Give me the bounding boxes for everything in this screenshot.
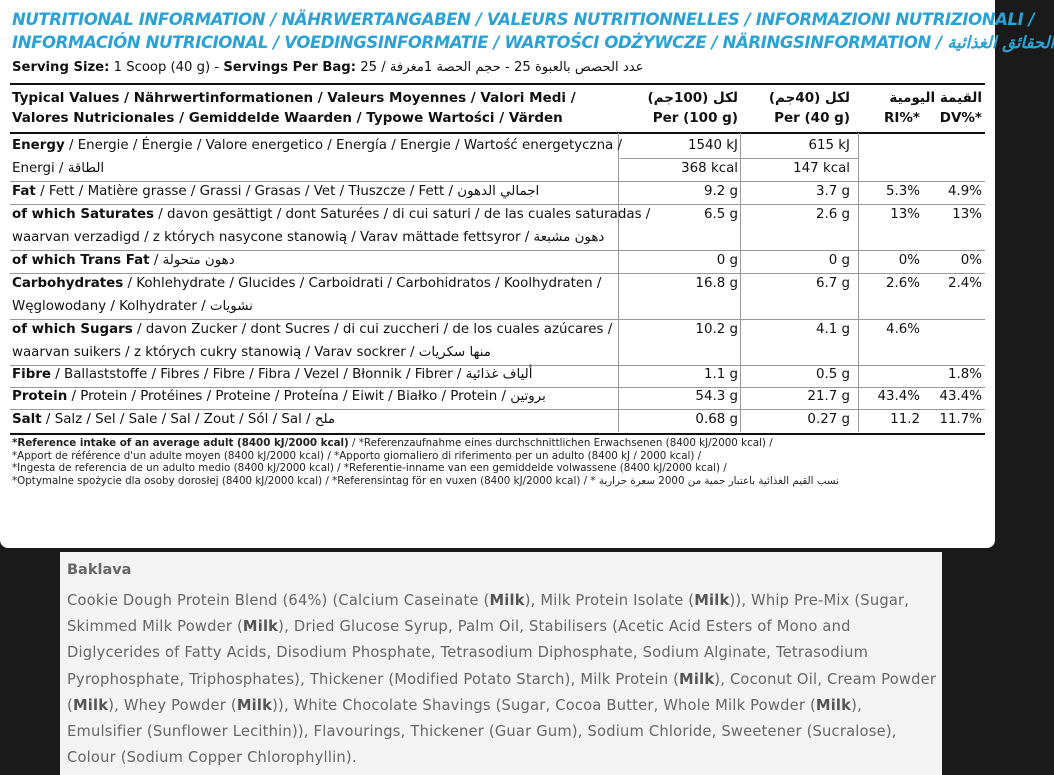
allergen-milk: Milk [694, 592, 730, 609]
row-energy-mid-rule [620, 158, 858, 159]
footnote-line-1: *Reference intake of an average adult (8400 kJ/2000 kcal) / *Referenzaufnahme eines durchschnittlichen Erwachsenen (8400 kJ/2000 kcal) / [12, 437, 773, 449]
row-fat-dv: 4.9% [947, 184, 982, 199]
typical-values-header-1: Typical Values / Nährwertinformationen / Valeurs Moyennes / Valori Medi / [12, 90, 576, 106]
row-carbs-100: 16.8 g [695, 276, 738, 291]
servings-per-bag-value: 25 / عدد الحصص بالعبوة 25 - حجم الحصة 1مغرفة [360, 60, 644, 75]
row-carbs-desc-1: Carbohydrates / Kohlehydrate / Glucides / Carboidrati / Carbohidratos / Koolhydraten / [12, 276, 602, 291]
row-sugars-100: 10.2 g [695, 322, 738, 337]
serving-separator: - [210, 60, 224, 75]
row-sugars-desc-2: waarvan suikers / z których cukry stanowią / Varav sockrer / منها سكريات [12, 345, 491, 360]
row-trans-40: 0 g [828, 253, 850, 268]
row-fat-100: 9.2 g [703, 184, 738, 199]
flavour-title: Baklava [67, 562, 132, 578]
allergen-milk: Milk [815, 696, 852, 714]
row-carbs-ri: 2.6% [885, 276, 920, 291]
allergen-milk: Milk [679, 670, 715, 688]
heading-line-2: INFORMACIÓN NUTRICIONAL / VOEDINGSINFORMATIE / WARTOŚCI ODŻYWCZE / NÄRINGSINFORMATION / الحقائق الغذائية [12, 33, 1054, 52]
row-fibre-100: 1.1 g [703, 367, 738, 382]
row-trans-desc: of which Trans Fat / دهون متحولة [12, 253, 235, 268]
row-carbs-desc-2: Węglowodany / Kolhydrater / نشويات [12, 299, 253, 314]
servings-per-bag-label: Servings Per Bag: [223, 60, 357, 75]
row-fat-desc: Fat / Fett / Matière grasse / Grassi / Grasas / Vet / Tłuszcze / Fett / اجمالي الدهون [12, 184, 540, 199]
row-saturates-desc-2: waarvan verzadigd / z których nasycone stanowią / Varav mättade fettsyror / دهون مشبعة [12, 230, 605, 245]
row-energy-kj-100: 1540 kJ [687, 138, 738, 153]
row-sugars-ri: 4.6% [885, 322, 920, 337]
table-bottom-rule [10, 433, 985, 435]
row-energy-kj-40: 615 kJ [808, 138, 850, 153]
row-sugars-desc-1: of which Sugars / davon Zucker / dont Sucres / di cui zuccheri / de los cuales azúcares / [12, 322, 613, 337]
ingredients-panel [60, 552, 942, 775]
nutrition-heading [12, 8, 1054, 54]
serving-size-label: Serving Size: [12, 60, 110, 75]
row-fibre-dv: 1.8% [947, 367, 982, 382]
header-bottom-rule [10, 132, 985, 134]
row-fat-ri: 5.3% [885, 184, 920, 199]
row-protein-dv: 43.4% [939, 389, 982, 404]
row-energy-kcal-40: 147 kcal [793, 161, 850, 176]
footnote-line-3: *Ingesta de referencia de un adulto medio (8400 kJ/2000 kcal) / *Referentie-inname van een gemiddelde volwassene (8400 kJ/2000 kcal) / [12, 462, 727, 475]
allergen-milk: Milk [242, 618, 279, 636]
row-salt-ri: 11.2 [890, 412, 920, 427]
per-40g-header-ar: لكل (40جم) [768, 90, 850, 106]
row-energy-desc-2: Energi / الطاقة [12, 161, 105, 176]
footnote-line-4: *Optymalne spożycie dla osoby dorosłej (8400 kJ/2000 kcal) / *Referensintag för en vuxen (8400 kJ/2000 kcal) / * نسب القيم الغذائية باعتبار حمية من 2000 سعرة حرارية [12, 474, 839, 487]
allergen-milk: Milk [72, 696, 109, 714]
table-top-rule [10, 83, 985, 85]
row-energy-desc-1: Energy / Energie / Énergie / Valore energetico / Energía / Energie / Wartość energetyczna / [12, 138, 623, 153]
dv-header: DV%* [939, 110, 982, 126]
serving-size-value: 1 Scoop (40 g) [113, 60, 211, 75]
row-saturates-100: 6.5 g [703, 207, 738, 222]
ingredients-text: Cookie Dough Protein Blend (64%) (Calcium Caseinate (Milk), Milk Protein Isolate (Milk)), Whip Pre-Mix (Sugar, Skimmed Milk Powder (Milk), Dried Glucose Syrup, Palm Oil, Stabilisers (Acetic Acid Esters of Mono and Diglycerides of Fatty Acids, Disodium Phosphate, Tetrasodium Diphosphate, Sodium Alginate, Tetrasodium Pyrophosphate, Triphosphates), Thickener (Modified Potato Starch), Milk Protein (Milk), Coconut Oil, Cream Powder (Milk), Whey Powder (Milk)), White Chocolate Shavings (Sugar, Cocoa Butter, Whole Milk Powder (Milk), Emulsifier (Sunflower Lecithin)), Flavourings, Thickener (Guar Gum), Sodium Chloride, Sweetener (Sucralose), Colour (Sodium Copper Chlorophyllin). [67, 592, 937, 767]
per-100g-header-ar: لكل (100جم) [647, 90, 738, 106]
allergen-milk: Milk [236, 696, 273, 714]
row-salt-100: 0.68 g [695, 412, 738, 427]
row-salt-40: 0.27 g [807, 412, 850, 427]
footnote-line-2: *Apport de référence d'un adulte moyen (8400 kJ/2000 kcal) / *Apporto giornaliero di riferimento per un adulto (8400 kJ / 2000 kcal) / [12, 449, 702, 462]
row-protein-100: 54.3 g [695, 389, 738, 404]
row-fibre-desc: Fibre / Ballaststoffe / Fibres / Fibre / Fibra / Vezel / Błonnik / Fibrer / ألياف غذائية [12, 367, 533, 382]
row-saturates-desc-1: of which Saturates / davon gesättigt / dont Saturées / di cui saturi / de las cuales saturadas / [12, 207, 651, 222]
per-100g-header: Per (100 g) [652, 110, 738, 126]
row-salt-desc: Salt / Salz / Sel / Sale / Sal / Zout / Sól / Sal / ملح [12, 412, 336, 427]
row-fibre-40: 0.5 g [815, 367, 850, 382]
row-saturates-dv: 13% [952, 207, 982, 222]
row-trans-ri: 0% [898, 253, 920, 268]
reference-footnotes [12, 437, 987, 487]
row-salt-dv: 11.7% [939, 412, 982, 427]
row-protein-desc: Protein / Protein / Protéines / Proteine / Proteína / Eiwit / Białko / Protein / بروتين [12, 389, 546, 404]
row-fat-40: 3.7 g [815, 184, 850, 199]
row-carbs-40: 6.7 g [815, 276, 850, 291]
row-protein-40: 21.7 g [807, 389, 850, 404]
row-trans-dv: 0% [960, 253, 982, 268]
ri-header: RI%* [883, 110, 920, 126]
daily-value-header-ar: القيمة اليومية [889, 90, 982, 106]
typical-values-header-2: Valores Nutricionales / Gemiddelde Waarden / Typowe Wartości / Värden [12, 110, 563, 126]
row-energy-kcal-100: 368 kcal [681, 161, 738, 176]
row-saturates-ri: 13% [890, 207, 920, 222]
row-sugars-40: 4.1 g [815, 322, 850, 337]
serving-info [12, 59, 987, 77]
allergen-milk: Milk [489, 592, 525, 609]
row-trans-100: 0 g [716, 253, 738, 268]
per-40g-header: Per (40 g) [774, 110, 850, 126]
row-protein-ri: 43.4% [877, 389, 920, 404]
heading-line-1: NUTRITIONAL INFORMATION / NÄHRWERTANGABEN / VALEURS NUTRITIONNELLES / INFORMAZIONI NUTRIZIONALI / [12, 10, 1035, 29]
row-carbs-dv: 2.4% [947, 276, 982, 291]
row-saturates-40: 2.6 g [815, 207, 850, 222]
